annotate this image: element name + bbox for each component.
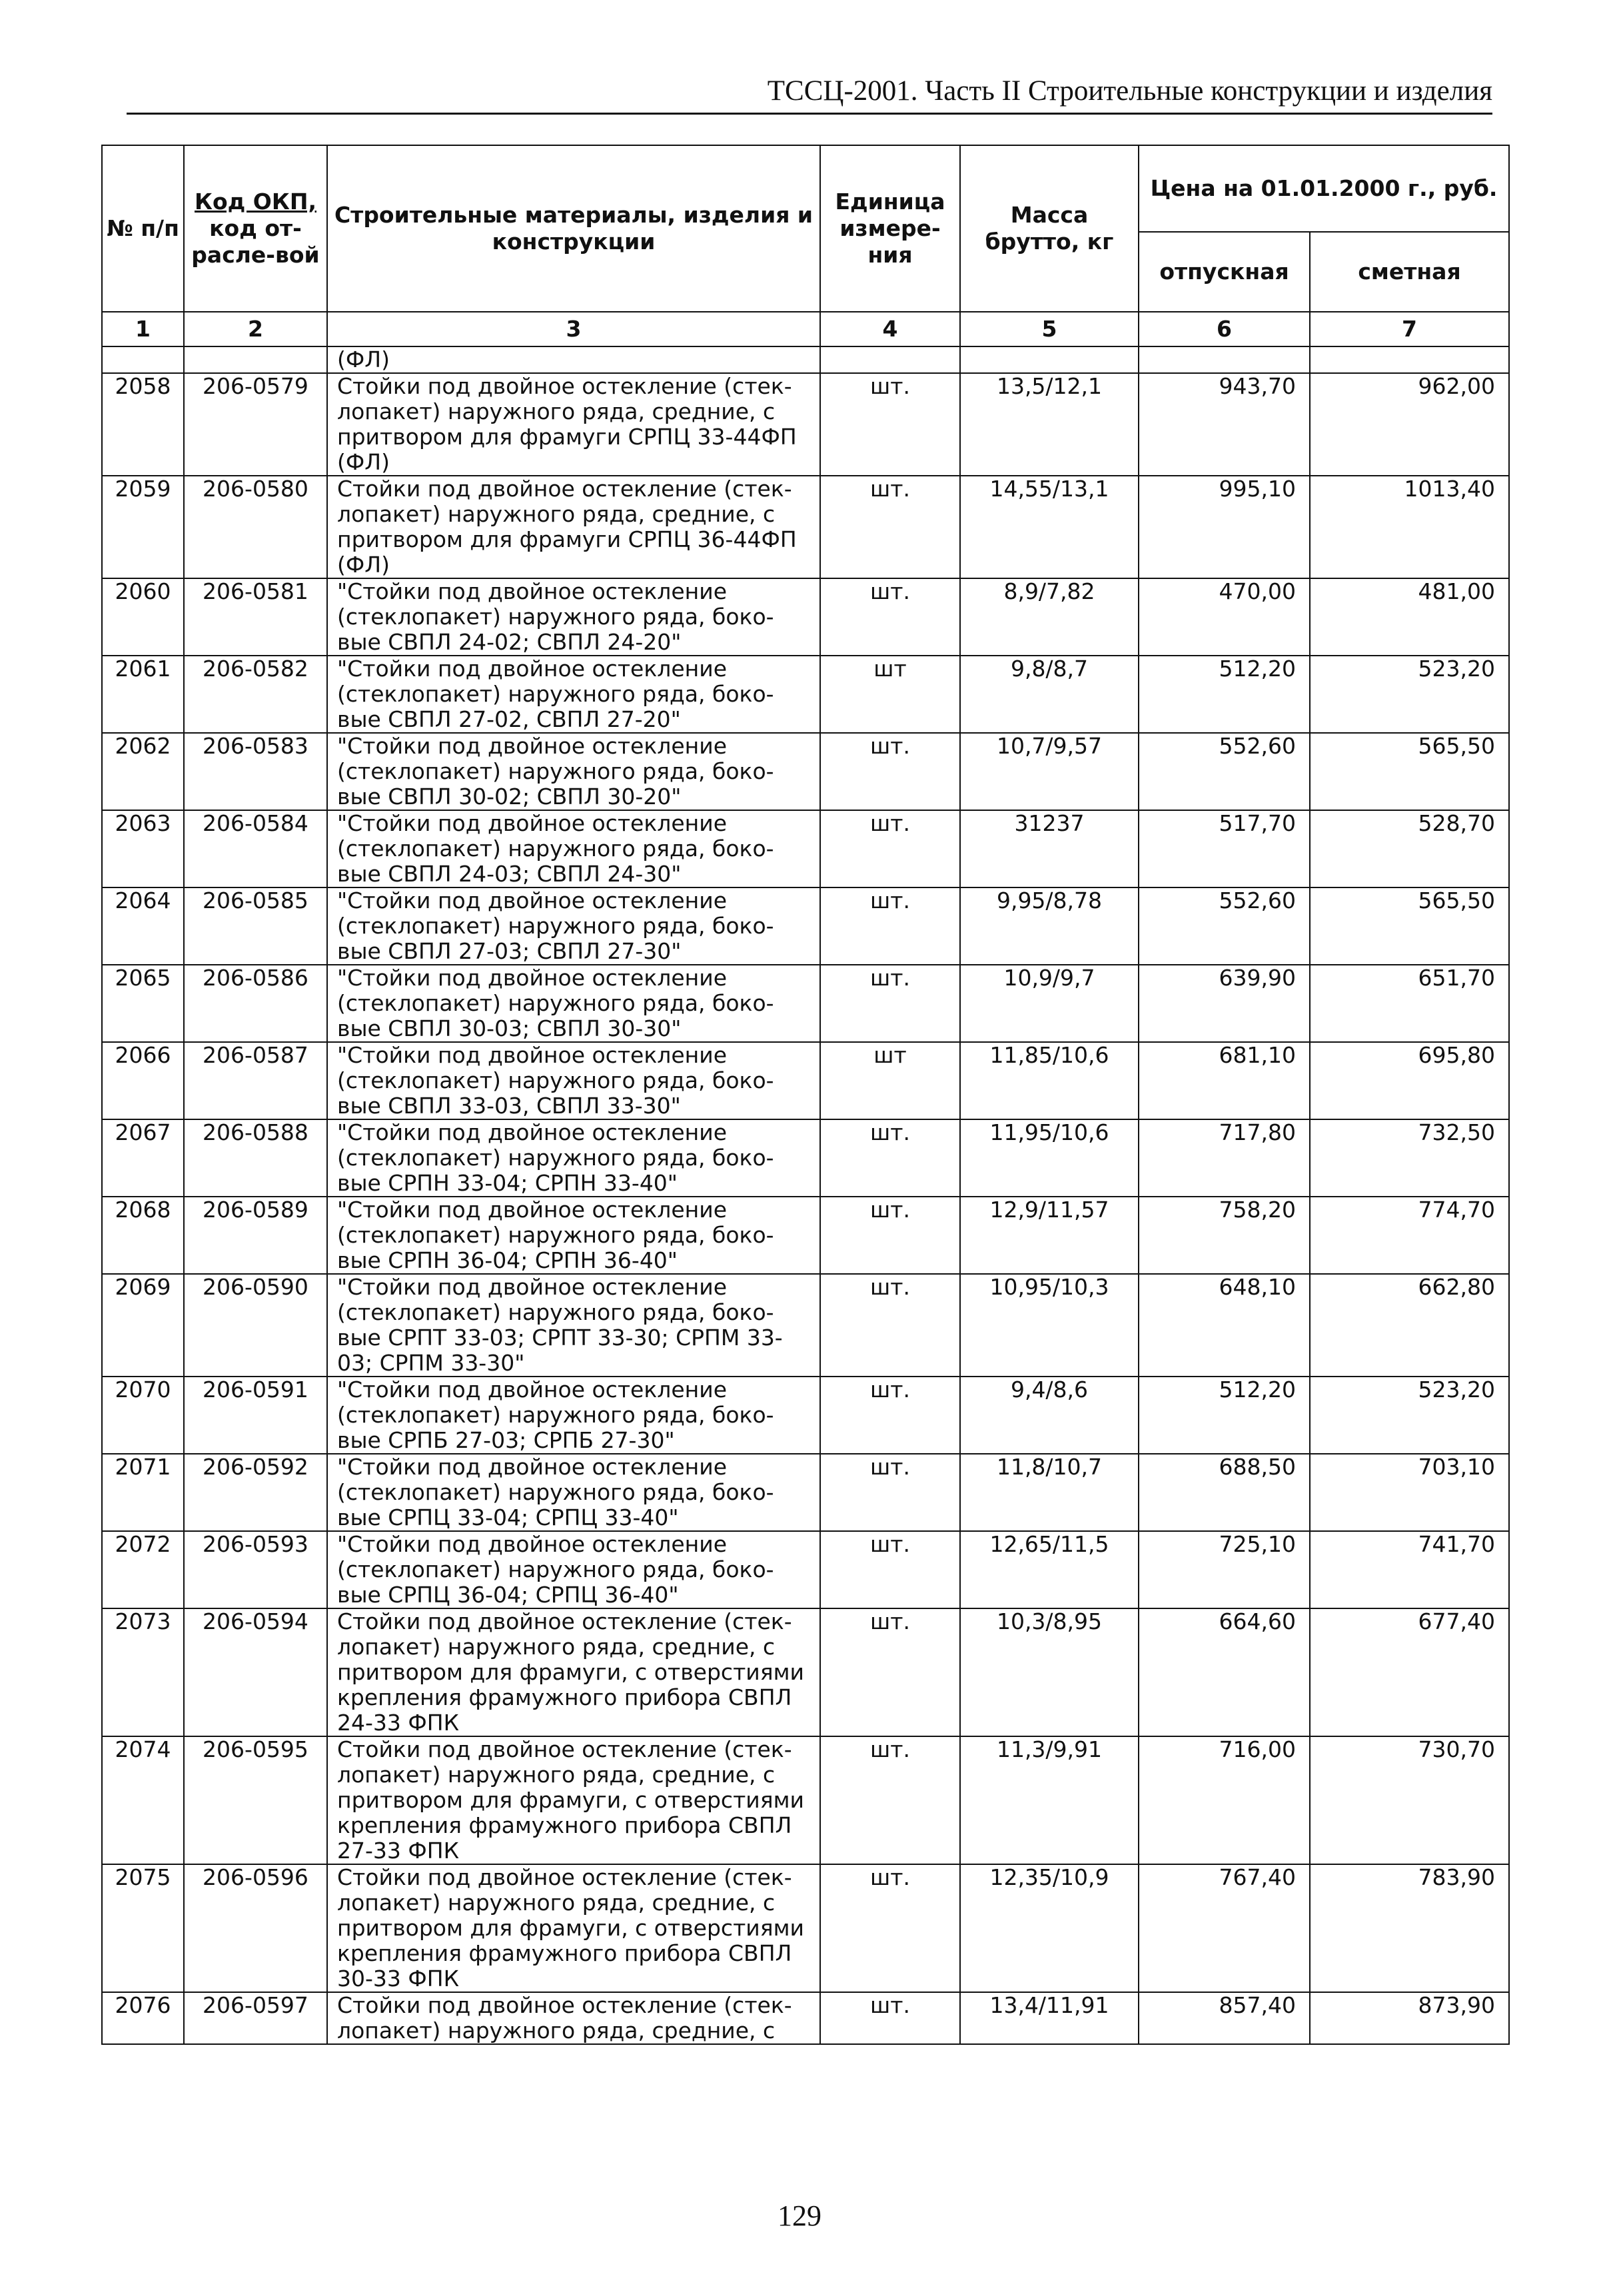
row-number: 2071 bbox=[102, 1454, 184, 1531]
row-name: Стойки под двойное остекление (стек-лопакет) наружного ряда, средние, с притвором для фрамуги, с отверстиями крепления фрамужного прибора СВПЛ 24-33 ФПК bbox=[327, 1608, 820, 1736]
row-name: Стойки под двойное остекление (стек-лопакет) наружного ряда, средние, с притвором для фрамуги, с отверстиями крепления фрамужного прибора СВПЛ 30-33 ФПК bbox=[327, 1864, 820, 1992]
row-price-estimate: 703,10 bbox=[1310, 1454, 1509, 1531]
table-row bbox=[102, 1992, 1509, 2044]
row-name: "Стойки под двойное остекление (стеклопакет) наружного ряда, боко-вые СРПТ 33-03; СРПТ 33-30; СРПМ 33-03; СРПМ 33-30" bbox=[327, 1274, 820, 1377]
row-name: "Стойки под двойное остекление (стеклопакет) наружного ряда, боко-вые СВПЛ 33-03, СВПЛ 33-30" bbox=[327, 1042, 820, 1119]
row-price-estimate: 962,00 bbox=[1310, 373, 1509, 476]
row-price-estimate: 873,90 bbox=[1310, 1992, 1509, 2044]
row-number: 2067 bbox=[102, 1119, 184, 1197]
row-name: "Стойки под двойное остекление (стеклопакет) наружного ряда, боко-вые СВПЛ 30-02; СВПЛ 30-20" bbox=[327, 733, 820, 810]
row-price-release: 470,00 bbox=[1139, 578, 1310, 656]
row-number: 2058 bbox=[102, 373, 184, 476]
row-price-estimate: 565,50 bbox=[1310, 733, 1509, 810]
row-number: 2059 bbox=[102, 476, 184, 578]
table-row bbox=[102, 1864, 1509, 1992]
col-number: 5 bbox=[960, 312, 1139, 346]
row-price-release: 758,20 bbox=[1139, 1197, 1310, 1274]
row-mass: 31237 bbox=[960, 810, 1139, 887]
row-unit: шт. bbox=[820, 1197, 960, 1274]
row-price-estimate: 677,40 bbox=[1310, 1608, 1509, 1736]
row-name: "Стойки под двойное остекление (стеклопакет) наружного ряда, боко-вые СРПН 33-04; СРПН 33-40" bbox=[327, 1119, 820, 1197]
row-mass: 10,9/9,7 bbox=[960, 965, 1139, 1042]
col-header-price-estimate: сметная bbox=[1310, 232, 1509, 312]
table-row bbox=[102, 578, 1509, 656]
col-header-no: № п/п bbox=[102, 145, 184, 312]
row-price-release: 943,70 bbox=[1139, 373, 1310, 476]
continuation-text: (ФЛ) bbox=[327, 346, 820, 373]
col-header-code-okp: Код ОКП, bbox=[195, 188, 316, 215]
row-price-release: 716,00 bbox=[1139, 1736, 1310, 1864]
row-number: 2069 bbox=[102, 1274, 184, 1377]
row-price-estimate: 732,50 bbox=[1310, 1119, 1509, 1197]
col-header-unit: Единица измере-ния bbox=[820, 145, 960, 312]
row-unit: шт. bbox=[820, 733, 960, 810]
row-name: Стойки под двойное остекление (стек-лопакет) наружного ряда, средние, с притвором для фрамуги СРПЦ 36-44ФП (ФЛ) bbox=[327, 476, 820, 578]
row-price-release: 688,50 bbox=[1139, 1454, 1310, 1531]
row-mass: 11,85/10,6 bbox=[960, 1042, 1139, 1119]
table-row bbox=[102, 1377, 1509, 1454]
row-number: 2074 bbox=[102, 1736, 184, 1864]
row-code: 206-0589 bbox=[184, 1197, 327, 1274]
row-unit: шт. bbox=[820, 578, 960, 656]
row-price-estimate: 662,80 bbox=[1310, 1274, 1509, 1377]
row-number: 2060 bbox=[102, 578, 184, 656]
row-name: Стойки под двойное остекление (стек-лопакет) наружного ряда, средние, с bbox=[327, 1992, 820, 2044]
row-unit: шт. bbox=[820, 1608, 960, 1736]
row-code: 206-0596 bbox=[184, 1864, 327, 1992]
row-mass: 12,9/11,57 bbox=[960, 1197, 1139, 1274]
row-name: "Стойки под двойное остекление (стеклопакет) наружного ряда, боко-вые СРПЦ 33-04; СРПЦ 33-40" bbox=[327, 1454, 820, 1531]
row-mass: 13,5/12,1 bbox=[960, 373, 1139, 476]
table-row bbox=[102, 965, 1509, 1042]
row-price-release: 639,90 bbox=[1139, 965, 1310, 1042]
col-number: 7 bbox=[1310, 312, 1509, 346]
col-number: 4 bbox=[820, 312, 960, 346]
table-row bbox=[102, 656, 1509, 733]
row-name: "Стойки под двойное остекление (стеклопакет) наружного ряда, боко-вые СРПБ 27-03; СРПБ 27-30" bbox=[327, 1377, 820, 1454]
row-price-estimate: 528,70 bbox=[1310, 810, 1509, 887]
row-code: 206-0590 bbox=[184, 1274, 327, 1377]
row-name: "Стойки под двойное остекление (стеклопакет) наружного ряда, боко-вые СВПЛ 27-03; СВПЛ 27-30" bbox=[327, 887, 820, 965]
row-price-estimate: 695,80 bbox=[1310, 1042, 1509, 1119]
table-row bbox=[102, 1119, 1509, 1197]
continuation-row bbox=[102, 346, 1509, 373]
row-name: "Стойки под двойное остекление (стеклопакет) наружного ряда, боко-вые СРПН 36-04; СРПН 36-40" bbox=[327, 1197, 820, 1274]
row-mass: 10,3/8,95 bbox=[960, 1608, 1139, 1736]
col-header-code bbox=[184, 145, 327, 312]
col-header-name: Строительные материалы, изделия и конструкции bbox=[327, 145, 820, 312]
row-price-release: 995,10 bbox=[1139, 476, 1310, 578]
row-price-release: 857,40 bbox=[1139, 1992, 1310, 2044]
col-number: 2 bbox=[184, 312, 327, 346]
row-mass: 9,4/8,6 bbox=[960, 1377, 1139, 1454]
row-price-estimate: 651,70 bbox=[1310, 965, 1509, 1042]
row-name: Стойки под двойное остекление (стек-лопакет) наружного ряда, средние, с притвором для фрамуги, с отверстиями крепления фрамужного прибора СВПЛ 27-33 ФПК bbox=[327, 1736, 820, 1864]
row-unit: шт. bbox=[820, 1454, 960, 1531]
row-number: 2073 bbox=[102, 1608, 184, 1736]
table-row bbox=[102, 1608, 1509, 1736]
row-name: "Стойки под двойное остекление (стеклопакет) наружного ряда, боко-вые СВПЛ 27-02, СВПЛ 27-20" bbox=[327, 656, 820, 733]
row-unit: шт. bbox=[820, 887, 960, 965]
row-unit: шт. bbox=[820, 1531, 960, 1608]
row-mass: 10,7/9,57 bbox=[960, 733, 1139, 810]
row-name: Стойки под двойное остекление (стек-лопакет) наружного ряда, средние, с притвором для фрамуги СРПЦ 33-44ФП (ФЛ) bbox=[327, 373, 820, 476]
row-mass: 10,95/10,3 bbox=[960, 1274, 1139, 1377]
row-mass: 9,8/8,7 bbox=[960, 656, 1139, 733]
row-mass: 9,95/8,78 bbox=[960, 887, 1139, 965]
table-row bbox=[102, 733, 1509, 810]
table-row bbox=[102, 1454, 1509, 1531]
row-unit: шт. bbox=[820, 373, 960, 476]
row-number: 2068 bbox=[102, 1197, 184, 1274]
row-price-release: 552,60 bbox=[1139, 733, 1310, 810]
row-code: 206-0582 bbox=[184, 656, 327, 733]
row-unit: шт. bbox=[820, 1864, 960, 1992]
row-number: 2076 bbox=[102, 1992, 184, 2044]
row-name: "Стойки под двойное остекление (стеклопакет) наружного ряда, боко-вые СРПЦ 36-04; СРПЦ 36-40" bbox=[327, 1531, 820, 1608]
row-code: 206-0595 bbox=[184, 1736, 327, 1864]
row-unit: шт. bbox=[820, 1274, 960, 1377]
page-header: ТССЦ-2001. Часть II Строительные конструкции и изделия bbox=[767, 75, 1492, 107]
col-header-price-release: отпускная bbox=[1139, 232, 1310, 312]
row-unit: шт bbox=[820, 656, 960, 733]
row-price-estimate: 730,70 bbox=[1310, 1736, 1509, 1864]
row-mass: 13,4/11,91 bbox=[960, 1992, 1139, 2044]
row-code: 206-0587 bbox=[184, 1042, 327, 1119]
row-name: "Стойки под двойное остекление (стеклопакет) наружного ряда, боко-вые СВПЛ 24-02; СВПЛ 24-20" bbox=[327, 578, 820, 656]
header-rule bbox=[127, 113, 1492, 115]
table-row bbox=[102, 1197, 1509, 1274]
row-mass: 8,9/7,82 bbox=[960, 578, 1139, 656]
row-price-release: 517,70 bbox=[1139, 810, 1310, 887]
col-header-mass: Масса брутто, кг bbox=[960, 145, 1139, 312]
row-price-release: 552,60 bbox=[1139, 887, 1310, 965]
row-unit: шт. bbox=[820, 1119, 960, 1197]
row-price-estimate: 783,90 bbox=[1310, 1864, 1509, 1992]
row-unit: шт. bbox=[820, 810, 960, 887]
table-row bbox=[102, 373, 1509, 476]
row-code: 206-0597 bbox=[184, 1992, 327, 2044]
row-price-estimate: 523,20 bbox=[1310, 1377, 1509, 1454]
row-number: 2075 bbox=[102, 1864, 184, 1992]
row-number: 2066 bbox=[102, 1042, 184, 1119]
row-number: 2061 bbox=[102, 656, 184, 733]
row-unit: шт. bbox=[820, 965, 960, 1042]
row-code: 206-0584 bbox=[184, 810, 327, 887]
row-number: 2065 bbox=[102, 965, 184, 1042]
col-number: 3 bbox=[327, 312, 820, 346]
row-number: 2063 bbox=[102, 810, 184, 887]
table-row bbox=[102, 1736, 1509, 1864]
row-name: "Стойки под двойное остекление (стеклопакет) наружного ряда, боко-вые СВПЛ 24-03; СВПЛ 24-30" bbox=[327, 810, 820, 887]
row-number: 2062 bbox=[102, 733, 184, 810]
col-header-price: Цена на 01.01.2000 г., руб. bbox=[1139, 145, 1509, 232]
row-price-release: 717,80 bbox=[1139, 1119, 1310, 1197]
page-number: 129 bbox=[778, 2199, 821, 2232]
col-number: 6 bbox=[1139, 312, 1310, 346]
row-price-release: 767,40 bbox=[1139, 1864, 1310, 1992]
table-row bbox=[102, 1274, 1509, 1377]
row-name: "Стойки под двойное остекление (стеклопакет) наружного ряда, боко-вые СВПЛ 30-03; СВПЛ 30-30" bbox=[327, 965, 820, 1042]
row-price-estimate: 741,70 bbox=[1310, 1531, 1509, 1608]
row-price-release: 681,10 bbox=[1139, 1042, 1310, 1119]
row-number: 2072 bbox=[102, 1531, 184, 1608]
row-price-estimate: 774,70 bbox=[1310, 1197, 1509, 1274]
row-unit: шт. bbox=[820, 1736, 960, 1864]
row-mass: 11,3/9,91 bbox=[960, 1736, 1139, 1864]
table-row bbox=[102, 887, 1509, 965]
row-price-release: 725,10 bbox=[1139, 1531, 1310, 1608]
row-price-release: 512,20 bbox=[1139, 1377, 1310, 1454]
row-unit: шт. bbox=[820, 1992, 960, 2044]
row-price-estimate: 523,20 bbox=[1310, 656, 1509, 733]
row-mass: 12,35/10,9 bbox=[960, 1864, 1139, 1992]
row-unit: шт. bbox=[820, 1377, 960, 1454]
row-unit: шт. bbox=[820, 476, 960, 578]
row-code: 206-0591 bbox=[184, 1377, 327, 1454]
row-unit: шт bbox=[820, 1042, 960, 1119]
row-price-estimate: 565,50 bbox=[1310, 887, 1509, 965]
row-code: 206-0580 bbox=[184, 476, 327, 578]
row-code: 206-0586 bbox=[184, 965, 327, 1042]
row-price-release: 664,60 bbox=[1139, 1608, 1310, 1736]
col-number: 1 bbox=[102, 312, 184, 346]
table-row bbox=[102, 1042, 1509, 1119]
table-row bbox=[102, 810, 1509, 887]
row-code: 206-0588 bbox=[184, 1119, 327, 1197]
table-row bbox=[102, 1531, 1509, 1608]
row-mass: 12,65/11,5 bbox=[960, 1531, 1139, 1608]
row-code: 206-0594 bbox=[184, 1608, 327, 1736]
col-header-code-branch: код от-расле-вой bbox=[191, 215, 320, 269]
row-number: 2064 bbox=[102, 887, 184, 965]
row-code: 206-0592 bbox=[184, 1454, 327, 1531]
row-mass: 14,55/13,1 bbox=[960, 476, 1139, 578]
row-code: 206-0579 bbox=[184, 373, 327, 476]
row-price-estimate: 1013,40 bbox=[1310, 476, 1509, 578]
row-code: 206-0585 bbox=[184, 887, 327, 965]
row-price-estimate: 481,00 bbox=[1310, 578, 1509, 656]
row-number: 2070 bbox=[102, 1377, 184, 1454]
row-price-release: 512,20 bbox=[1139, 656, 1310, 733]
row-code: 206-0581 bbox=[184, 578, 327, 656]
row-mass: 11,8/10,7 bbox=[960, 1454, 1139, 1531]
row-code: 206-0593 bbox=[184, 1531, 327, 1608]
table-row bbox=[102, 476, 1509, 578]
row-mass: 11,95/10,6 bbox=[960, 1119, 1139, 1197]
price-table bbox=[101, 145, 1510, 2045]
row-price-release: 648,10 bbox=[1139, 1274, 1310, 1377]
row-code: 206-0583 bbox=[184, 733, 327, 810]
